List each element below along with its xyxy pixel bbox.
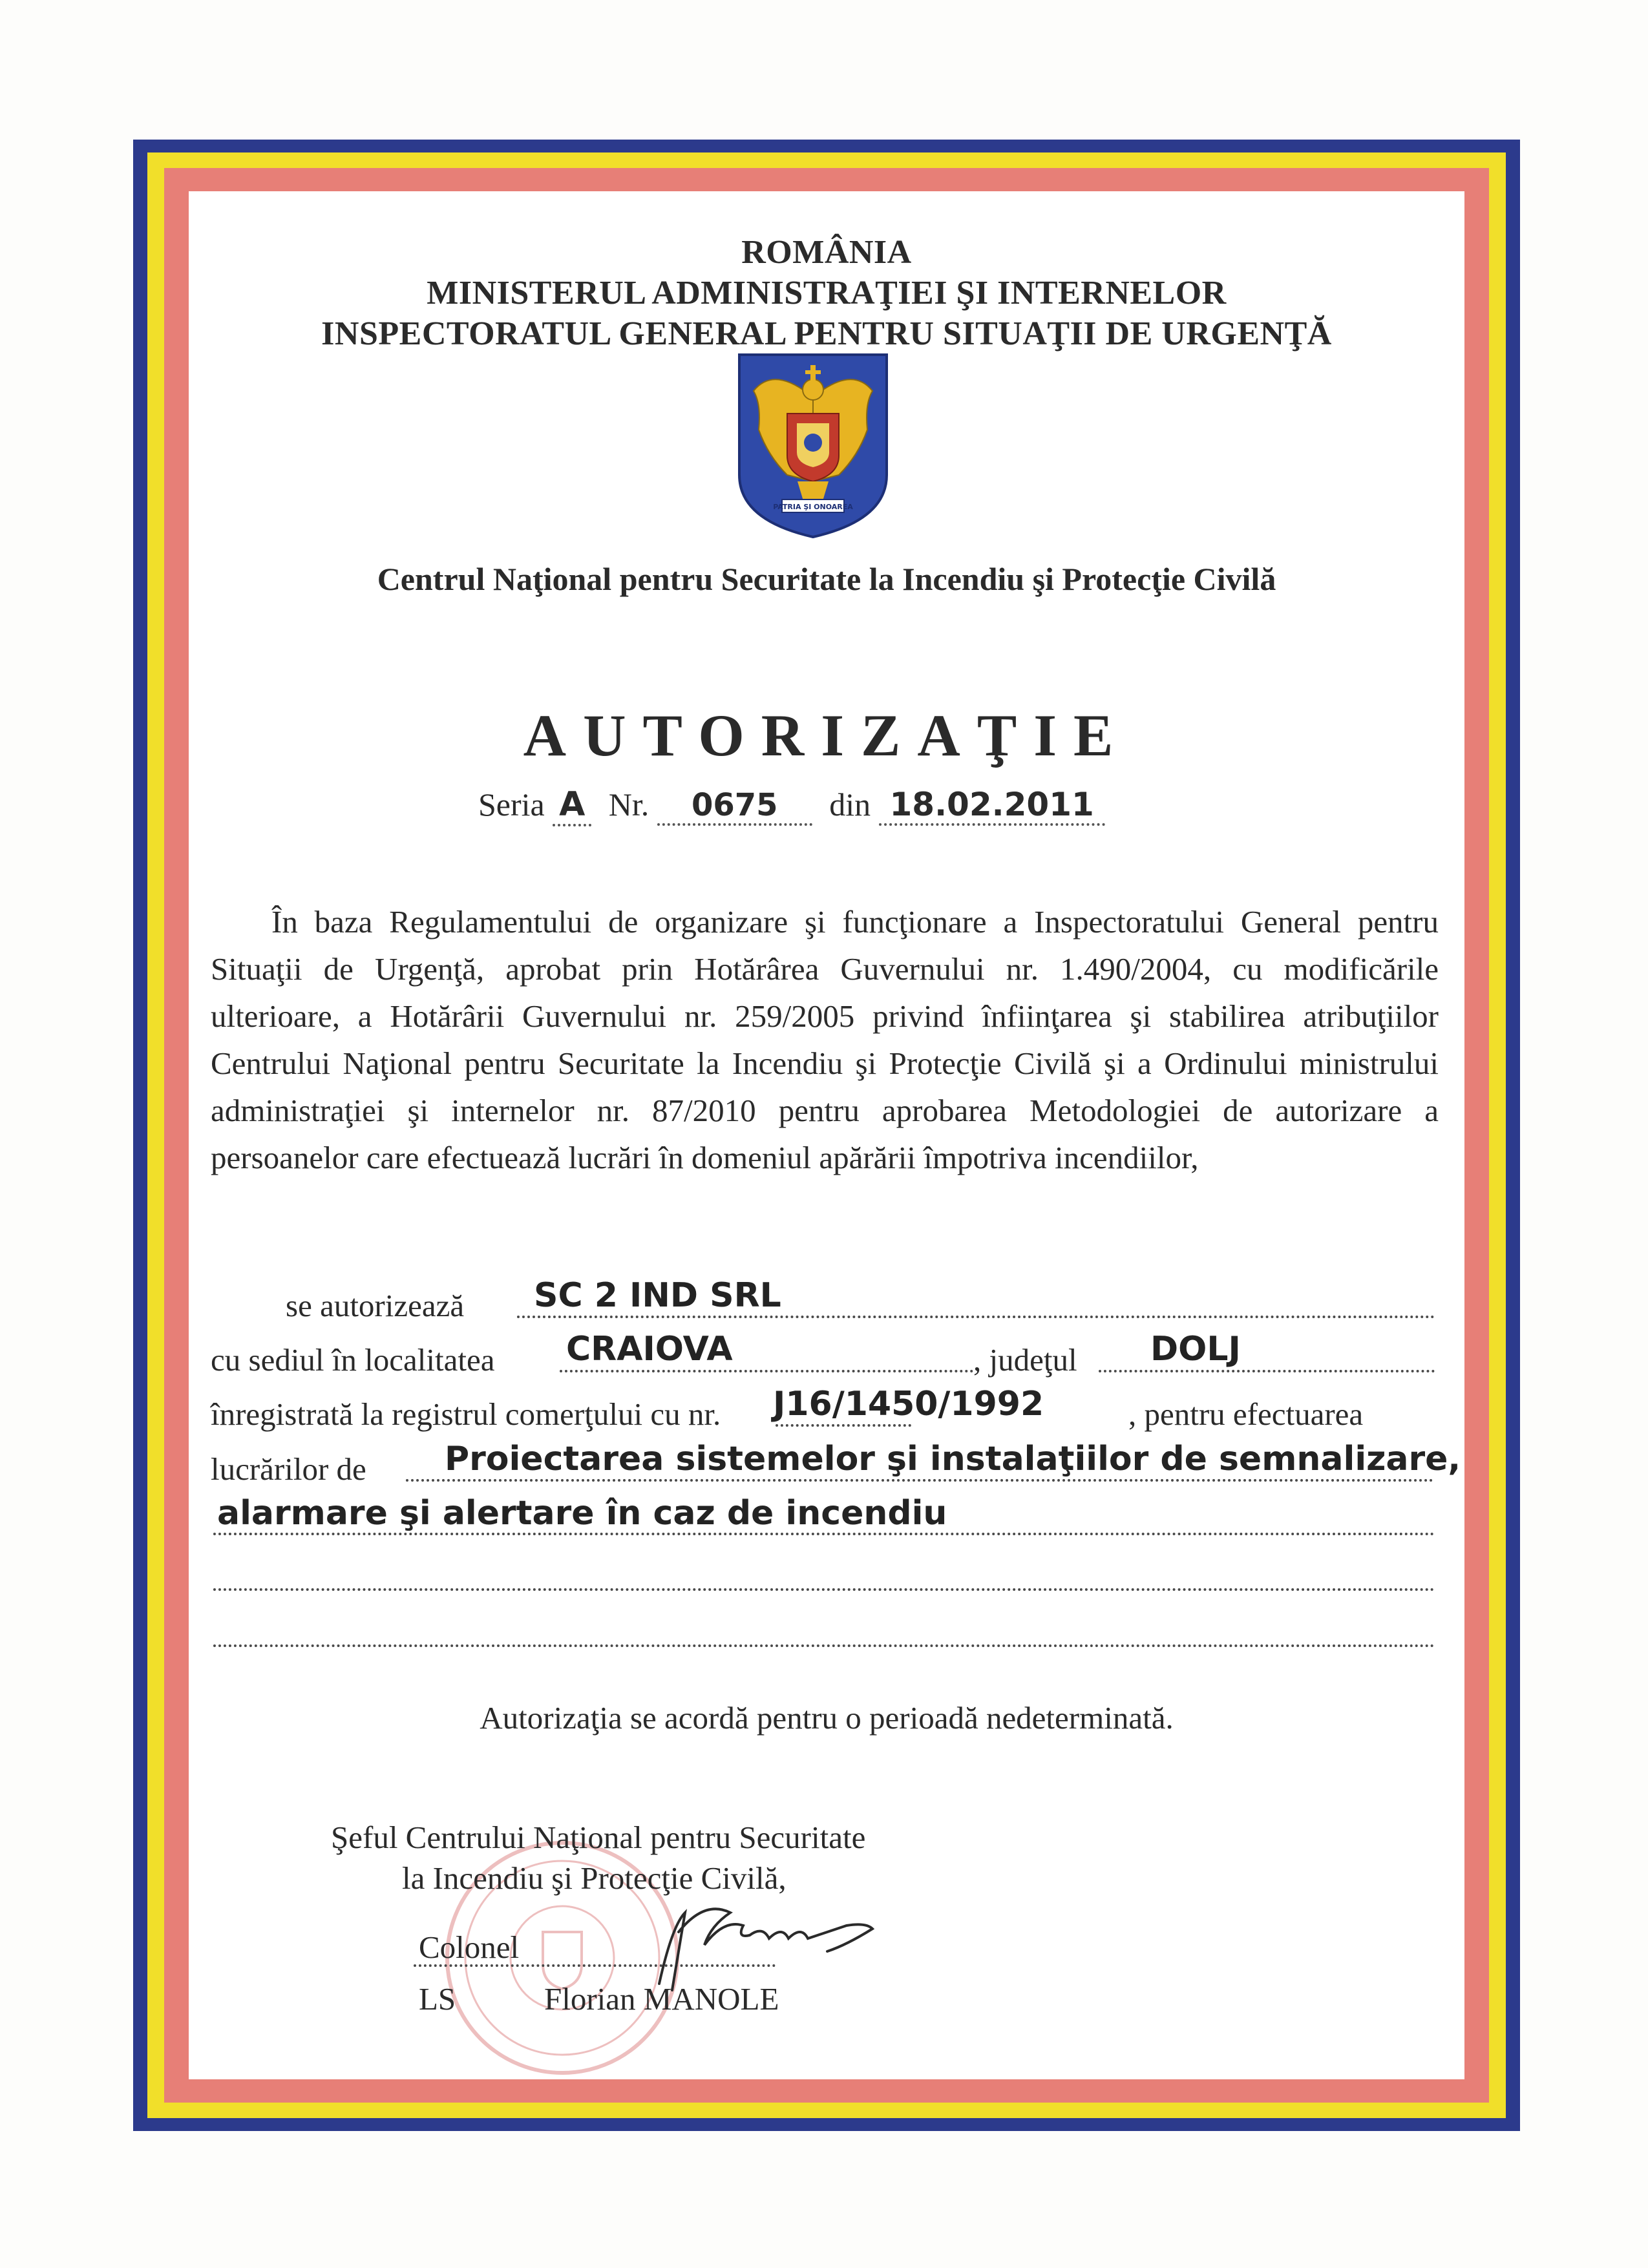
header-ministry: MINISTERUL ADMINISTRAŢIEI ŞI INTERNELOR: [427, 275, 1227, 311]
nr-value: 0675: [691, 787, 778, 823]
seat-line: [211, 1341, 1439, 1387]
document-title: AUTORIZAŢIE: [523, 702, 1130, 768]
county-label: , judeţul: [973, 1342, 1077, 1378]
header-country: ROMÂNIA: [741, 234, 912, 271]
works-line1: Proiectarea sistemelor şi instalaţiilor de semnalizare,: [445, 1440, 1461, 1478]
signatory-title-line2: la Incendiu şi Protecţie Civilă,: [402, 1860, 787, 1896]
works-label: lucrărilor de: [211, 1451, 366, 1487]
seat-label: cu sediul în localitatea: [211, 1342, 495, 1378]
handwritten-signature-icon: [633, 1887, 892, 2003]
legal-basis-paragraph: În baza Regulamentului de organizare şi funcţionare a Inspectoratului General pentru Situaţii de Urgenţă, aprobat prin Hotărârea Guvernului nr. 1.490/2004, cu modificările ulterioare, a Hotărârii Guvernului nr. 259/2005 privind înfiinţarea şi stabilirea atribuţiilor Centrului Naţional pentru Securitate la Incendiu şi Protecţie Civilă şi a Ordinului ministrului administraţiei şi internelor nr. 87/2010 pentru aprobarea Metodologiei de autorizare a persoanelor care efectuează lucrări în domeniul apărării împotriva incendiilor,: [211, 904, 1439, 1175]
seria-value: A: [559, 785, 586, 824]
registry-label: înregistrată la registrul comerţului cu nr.: [211, 1396, 721, 1432]
authorized-label: se autorizează: [286, 1288, 465, 1323]
header-inspectorate: INSPECTORATUL GENERAL PENTRU SITUAŢII DE URGENŢĂ: [321, 315, 1332, 352]
blank-line-2: [213, 1644, 1435, 1647]
seria-label: Seria: [478, 786, 545, 823]
center-name: Centrul Naţional pentru Securitate la Incendiu şi Protecţie Civilă: [377, 561, 1276, 597]
works-line2: alarmare şi alertare în caz de incendiu: [217, 1494, 947, 1533]
nr-label: Nr.: [608, 786, 650, 823]
series-line: [478, 785, 1254, 826]
city-value: CRAIOVA: [566, 1330, 733, 1369]
coat-of-arms-icon: [735, 352, 891, 540]
motto-text: PATRIA ŞI ONOAREA: [773, 503, 853, 511]
signatory-name: Florian MANOLE: [544, 1981, 779, 2017]
ls-mark: LS: [419, 1981, 456, 2017]
signatory-rank: Colonel: [419, 1929, 520, 1965]
date-value: 18.02.2011: [889, 786, 1094, 823]
registry-number: J16/1450/1992: [773, 1385, 1044, 1423]
din-label: din: [829, 786, 871, 823]
authorized-line: [211, 1287, 1439, 1332]
registry-suffix: , pentru efectuarea: [1128, 1396, 1364, 1432]
signatory-title-line1: Şeful Centrului Naţional pentru Securitate: [331, 1820, 866, 1855]
validity-statement: Autorizaţia se acordă pentru o perioadă nedeterminată.: [480, 1700, 1174, 1736]
blank-line-1: [213, 1588, 1435, 1591]
county-value: DOLJ: [1150, 1330, 1241, 1369]
company-name: SC 2 IND SRL: [534, 1276, 781, 1315]
